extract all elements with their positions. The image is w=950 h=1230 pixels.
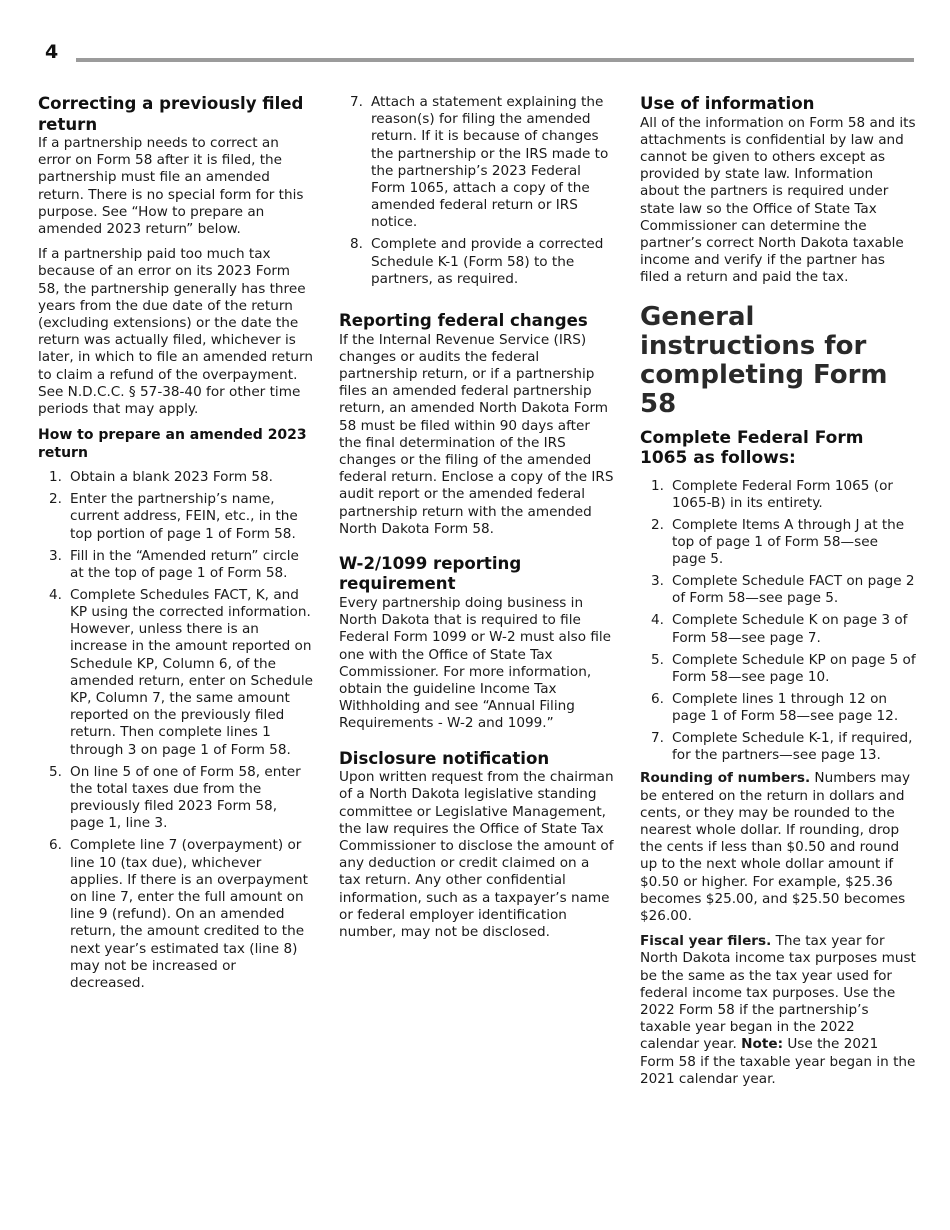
general-steps-list xyxy=(640,478,916,765)
note-label: Note: xyxy=(741,1036,784,1053)
list-item xyxy=(339,236,615,288)
disclosure-paragraph: Upon written request from the chairman of a North Dakota legislative standing committee or Legislative Management, the law requires the Office of State Tax Commissioner to disclose the amount of any deduction or credit claimed on a tax return. Any other confidential information, such as a taxpayer’s name or federal employer identification number, may not be disclosed. xyxy=(339,769,614,940)
step-text: Complete line 7 (overpayment) or line 10 (tax due), whichever applies. If there is an overpayment on line 7, enter the full amount on line 9 (refund). On an amended return, the amount credited to the next year’s estimated tax (line 8) may not be increased or decreased. xyxy=(70,837,308,991)
step-number: 1. xyxy=(49,469,62,486)
step-text: Obtain a blank 2023 Form 58. xyxy=(70,469,273,486)
step-number: 3. xyxy=(651,573,664,590)
step-text: Complete Schedule K on page 3 of Form 58—see page 7. xyxy=(672,612,908,646)
step-number: 5. xyxy=(651,651,664,668)
correcting-paragraph-1: If a partnership needs to correct an error on Form 58 after it is filed, the partnership must file an amended return. There is no special form for this purpose. See “How to prepare an amended 2023 return” below. xyxy=(38,135,304,238)
list-item xyxy=(640,478,916,512)
disclosure-heading: Disclosure notification xyxy=(339,748,550,768)
list-item xyxy=(38,548,314,582)
list-item xyxy=(339,94,615,232)
list-item xyxy=(640,730,916,764)
step-text: Complete Schedules FACT, K, and KP using the corrected information. However, unless there is an increase in the amount reported on Schedule KP, Column 6, of the amended return, enter on Schedule KP, Column 7, the same amount reported on the previously filed return. Then complete lines 1 through 3 on page 1 of Form 58. xyxy=(70,586,314,758)
step-text: Complete lines 1 through 12 on page 1 of Form 58—see page 12. xyxy=(672,690,899,724)
rounding-paragraph xyxy=(640,770,916,925)
step-number: 8. xyxy=(350,236,363,253)
list-item xyxy=(38,837,314,992)
step-text: Complete and provide a corrected Schedule K-1 (Form 58) to the partners, as required. xyxy=(371,236,604,287)
rounding-label: Rounding of numbers. xyxy=(640,770,811,787)
step-number: 7. xyxy=(651,729,664,746)
step-number: 3. xyxy=(49,547,62,564)
column-3 xyxy=(640,94,916,1096)
rounding-text: Numbers may be entered on the return in dollars and cents, or they may be rounded to the nearest whole dollar. If rounding, drop the cents if less than $0.50 and round up to the next whole dollar amount if $0.50 or higher. For example, $25.36 becomes $25.00, and $25.50 becomes $26.00. xyxy=(640,770,911,924)
list-item xyxy=(38,587,314,759)
step-number: 2. xyxy=(651,516,664,533)
correcting-paragraph-2: If a partnership paid too much tax because of an error on its 2023 Form 58, the partnership generally has three years from the due date of the return (excluding extensions) or the date the return was actually filed, whichever is later, in which to file an amended return to claim a refund of the overpayment. See N.D.C.C. § 57-38-40 for other time periods that may apply. xyxy=(38,246,313,418)
list-item xyxy=(640,652,916,686)
step-text: Fill in the “Amended return” circle at the top of page 1 of Form 58. xyxy=(70,547,299,581)
use-of-information-heading: Use of information xyxy=(640,94,815,113)
complete-federal-heading: Complete Federal Form 1065 as follows: xyxy=(640,427,864,469)
step-number: 4. xyxy=(651,612,664,629)
column-2 xyxy=(339,94,615,949)
amended-steps-list xyxy=(38,469,314,992)
step-text: Attach a statement explaining the reason(s) for filing the amended return. If it is because of changes the partnership or the IRS made to the partnership’s 2023 Federal Form 1065, attach a copy of the amended federal return or IRS notice. xyxy=(371,94,609,231)
page-number: 4 xyxy=(45,41,59,63)
step-text: Complete Federal Form 1065 (or 1065-B) in its entirety. xyxy=(672,477,893,511)
step-text: Complete Items A through J at the top of page 1 of Form 58—see page 5. xyxy=(672,516,905,568)
step-number: 1. xyxy=(651,477,664,494)
step-number: 6. xyxy=(49,837,62,854)
w2-1099-heading: W-2/1099 reporting requirement xyxy=(339,553,522,594)
use-of-information-paragraph: All of the information on Form 58 and its attachments is confidential by law and cannot be given to others except as provided by state law. Information about the partners is required under state law so the Office of State Tax Commissioner can determine the partner’s correct North Dakota taxable income and verify if the partner has filed a return and paid the tax. xyxy=(640,114,916,286)
step-text: On line 5 of one of Form 58, enter the total taxes due from the previously filed 2023 Form 58, page 1, line 3. xyxy=(70,763,301,832)
step-text: Complete Schedule FACT on page 2 of Form 58—see page 5. xyxy=(672,573,915,607)
list-item xyxy=(640,573,916,607)
correcting-heading: Correcting a previously filed return xyxy=(38,94,304,134)
federal-changes-paragraph: If the Internal Revenue Service (IRS) changes or audits the federal partnership return, or if a partnership files an amended federal partnership return, an amended North Dakota Form 58 must be filed within 90 days after the final determination of the IRS changes or the filing of the amended federal return. Enclose a copy of the IRS audit report or the amended federal partnership return with the amended North Dakota Form 58. xyxy=(339,331,614,537)
step-number: 7. xyxy=(350,94,363,110)
step-text: Complete Schedule KP on page 5 of Form 58—see page 10. xyxy=(672,651,916,685)
howto-heading: How to prepare an amended 2023 return xyxy=(38,427,307,462)
step-number: 2. xyxy=(49,491,62,508)
step-number: 5. xyxy=(49,763,62,780)
w2-1099-paragraph: Every partnership doing business in North Dakota that is required to file Federal Form 1099 or W-2 must also file one with the Office of State Tax Commissioner. For more information, obtain the guideline Income Tax Withholding and see “Annual Filing Requirements - W-2 and 1099.” xyxy=(339,594,612,732)
header-rule xyxy=(76,58,914,62)
fiscal-year-label: Fiscal year filers. xyxy=(640,933,772,950)
fiscal-year-paragraph xyxy=(640,933,916,1088)
column-1 xyxy=(38,94,314,997)
list-item xyxy=(640,517,916,569)
list-item xyxy=(38,491,314,543)
general-instructions-heading: General instructions for completing Form 58 xyxy=(640,301,888,419)
list-item xyxy=(640,691,916,725)
list-item xyxy=(38,469,314,486)
list-item xyxy=(640,612,916,646)
fiscal-year-text: The tax year for North Dakota income tax purposes must be the same as the tax year used for federal income tax purposes. Use the 2022 Form 58 if the partnership’s taxable year began in the 2022 calendar year. xyxy=(640,933,916,1053)
federal-changes-heading: Reporting federal changes xyxy=(339,311,588,331)
amended-steps-list-continued xyxy=(339,94,615,288)
list-item xyxy=(38,764,314,833)
step-number: 4. xyxy=(49,586,62,603)
note-text: Use the 2021 Form 58 if the taxable year began in the 2021 calendar year. xyxy=(640,1036,916,1087)
step-text: Complete Schedule K-1, if required, for the partners—see page 13. xyxy=(672,729,913,764)
step-number: 6. xyxy=(651,690,664,707)
step-text: Enter the partnership’s name, current address, FEIN, etc., in the top portion of page 1 of Form 58. xyxy=(70,491,298,542)
